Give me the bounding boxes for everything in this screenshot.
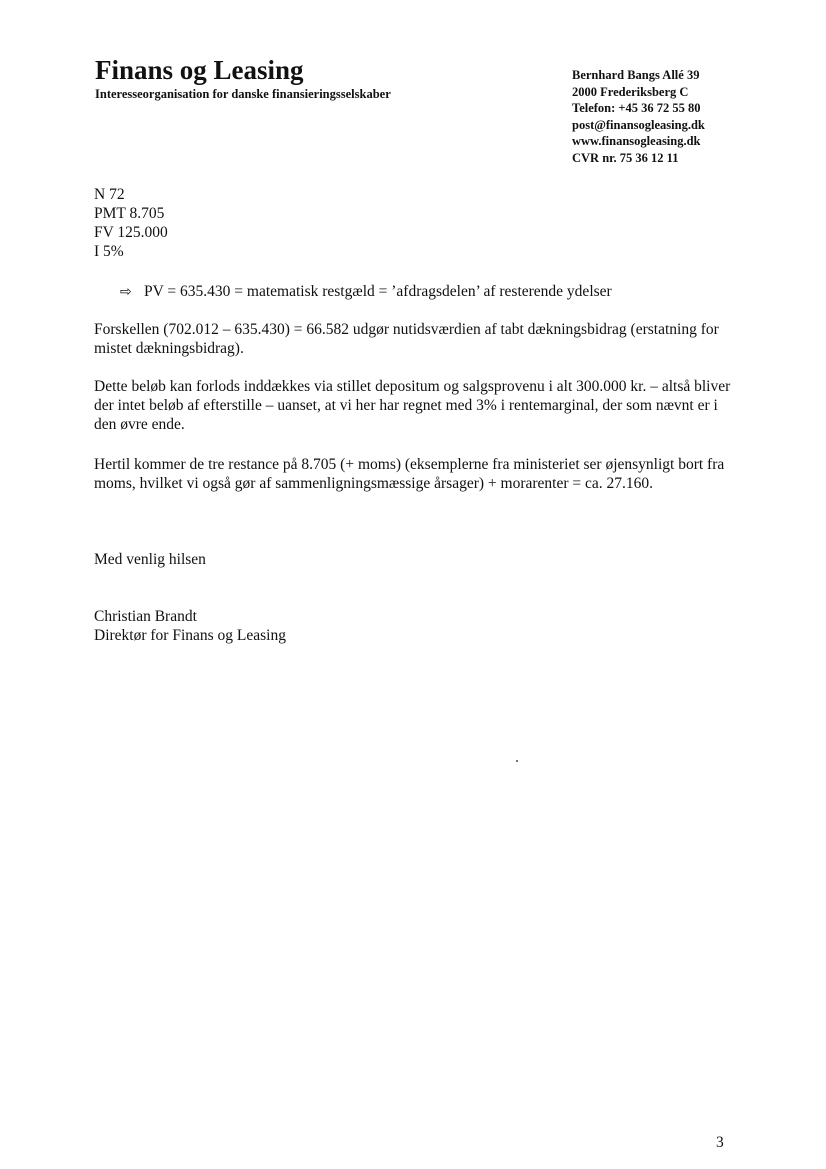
page-number: 3 [716, 1134, 724, 1151]
sender-address-block [572, 67, 705, 166]
calculation-variables [94, 185, 734, 261]
address-phone: Telefon: +45 36 72 55 80 [572, 101, 701, 115]
variable-pmt: PMT 8.705 [94, 205, 165, 222]
variable-fv: FV 125.000 [94, 224, 168, 241]
paragraph-arrears: Hertil kommer de tre restance på 8.705 (+ moms) (eksemplerne fra ministeriet ser øjensynligt bort fra moms, hvilket vi også gør af sammenligningsmæssige årsager) + morarenter = ca. 27.160. [94, 456, 725, 492]
signature-title: Direktør for Finans og Leasing [94, 627, 286, 644]
pv-result-text: PV = 635.430 = matematisk restgæld = ’afdragsdelen’ af resterende ydelser [144, 283, 612, 300]
paragraph-coverage: Dette beløb kan forlods inddækkes via stillet depositum og salgsprovenu i alt 300.000 kr. – altså bliver der intet beløb af efterstille – uanset, at vi her har regnet med 3% i rentemarginal, der som nævnt er i den øvre ende. [94, 378, 731, 433]
address-email: post@finansogleasing.dk [572, 117, 705, 132]
address-cvr: CVR nr. 75 36 12 11 [572, 150, 679, 165]
pv-result-line [120, 282, 760, 302]
address-website: www.finansogleasing.dk [572, 134, 701, 148]
organization-name: Finans og Leasing [95, 55, 304, 85]
address-street: Bernhard Bangs Allé 39 [572, 68, 700, 82]
signature-name: Christian Brandt [94, 608, 197, 625]
closing-greeting: Med venlig hilsen [94, 551, 206, 568]
stray-mark [516, 760, 518, 762]
variable-i: I 5% [94, 243, 124, 260]
address-city: 2000 Frederiksberg C [572, 84, 689, 99]
paragraph-difference: Forskellen (702.012 – 635.430) = 66.582 udgør nutidsværdien af tabt dækningsbidrag (erstatning for mistet dækningsbidrag). [94, 321, 719, 357]
organization-subtitle: Interesseorganisation for danske finansieringsselskaber [95, 87, 391, 101]
variable-n: N 72 [94, 186, 125, 203]
right-arrow-icon: ⇨ [120, 284, 132, 300]
